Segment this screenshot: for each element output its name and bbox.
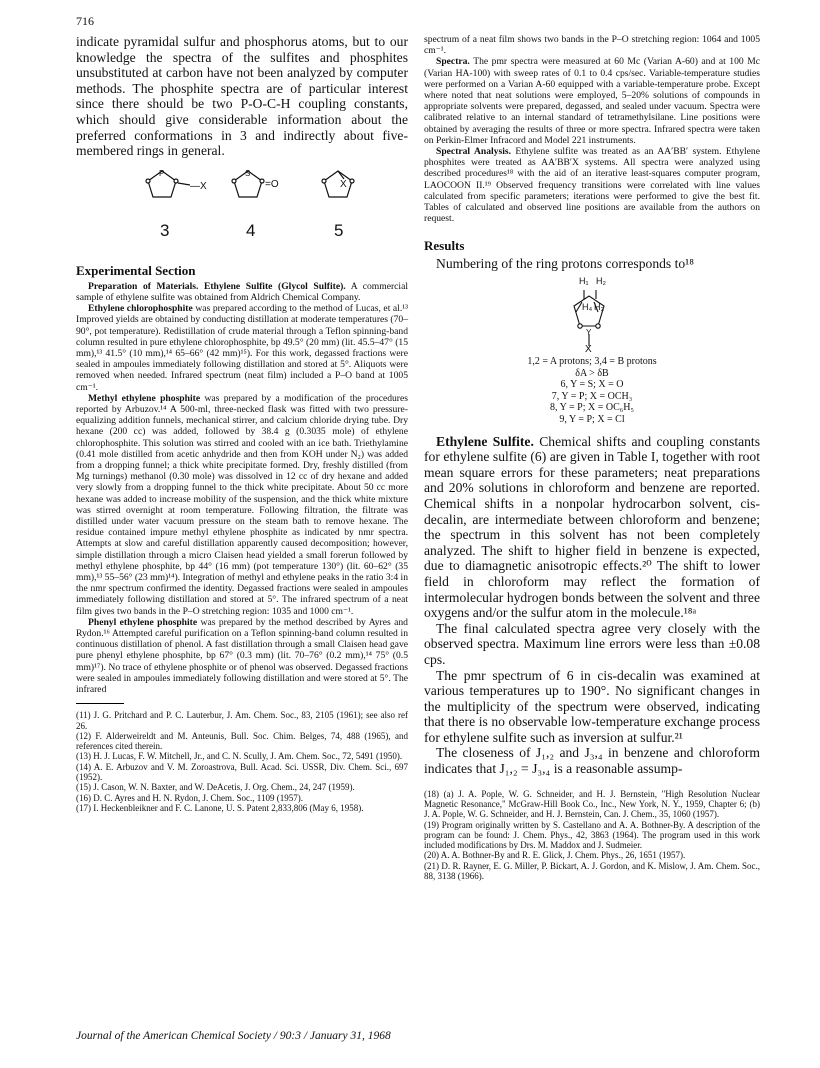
right-continuation: spectrum of a neat film shows two bands in the P–O stretching region: 1064 and 1005 cm⁻¹.: [424, 34, 760, 57]
footnote: (13) H. J. Lucas, F. W. Mitchell, Jr., and C. N. Scully, J. Am. Chem. Soc., 72, 5491 (1950).: [76, 751, 403, 762]
footnote: (16) D. C. Ayres and H. N. Rydon, J. Chem. Soc., 1109 (1957).: [76, 792, 303, 803]
analysis-head: Spectral Analysis.: [436, 146, 512, 158]
intro-paragraph: indicate pyramidal sulfur and phosphorus atoms, but to our knowledge the spectra of the sulfites and phosphites unsubstituted at carbon have not been analyzed by computer methods. The phosphite spectra are of particular interest since there should be two P-O-C-H coupling constants, which should give considerable information about the preferred conformations in 3 and indirectly about five-membered rings in general.: [76, 34, 408, 159]
ring-numbering-svg: [424, 272, 760, 356]
ring-label-h4: H₄: [582, 302, 593, 313]
analysis-text: Ethylene sulfite was treated as an AA′BB′ system. Ethylene phosphites were treated as AA′BB′X systems. All spectra were analyzed using described procedures¹⁸ with the aid of an iterative least-squares computer program, LAOCOON II.¹⁹ Observed frequency transitions were correlated with line values calculated from specific parameters; iterations were performed to give the best fit. Tables of calculated and observed line positions are available from the authors on request.: [424, 146, 760, 225]
caption-line: 6, Y = S; X = O: [560, 379, 624, 391]
structure-3-drawing: [146, 168, 190, 197]
footnotes-left: [76, 710, 408, 813]
results-p3: The pmr spectrum of 6 in cis-decalin was examined at various temperatures up to 190°. No significant changes in the multiplicity of the spectrum were observed, indicating that there is no observable low-temperature exchange process for ethylene sulfite such as inversion at sulfur.²¹: [424, 667, 760, 745]
spectra-text: The pmr spectra were measured at 60 Mc (Varian A-60) and at 100 Mc (Varian HA-100) with sweep rates of 0.1 to 0.4 cps/sec. Variable-temperature studies were performed on a Varian A-60 equipped with a variable-temperature probe. Except where noted that neat solutions were employed, 5–20% solutions of compounds in appropriate solvents were prepared, degassed, and sealed under vacuum. Spectra were calibrated relative to an internal standard of tetramethylsilane. Line positions were obtained by averaging the results of three or more spectra. Infrared spectra were taken on Perkin-Elmer Infracord and Model 221 instruments.: [424, 56, 760, 146]
spectra-paragraph: [424, 56, 760, 146]
ring-label-x: X: [585, 344, 592, 356]
numbering-line: Numbering of the ring protons corresponds to¹⁸: [436, 256, 694, 272]
structure-row: [76, 159, 408, 253]
structure-4-label: 4: [246, 220, 256, 240]
structure-3-atom: P: [159, 168, 165, 178]
p3-text: was prepared by a modification of the procedures reported by Arbuzov.¹⁴ A 500-ml, three-necked flask was fitted with two pressure-equalizing addition funnels, mechanical stirrer, and calcium chloride drying tube. Dry hexane (200 cc) was added, followed by 38.4 g (0.3035 mole) of ethylene chlorophosphite. This solution was stirred and cooled with an ice bath. Triethylamine (0.41 mole distilled from acetic anhydride and then from KOH under N₂) was added from a dropping funnel; a thick white precipitate formed. Dry, freshly distilled (from Mg turnings) methanol (0.30 mole) was dissolved in 12 cc of dry hexane and added very slowly from a dropping funnel to the thick white precipitate. About 50 cc more hexane was added to increase mobility of the suspension, and the thick white mixture was stirred overnight at room temperature. Following filtration, the filtrate was distilled under water vacuum pressure on the steam bath to remove hexane. The residue contained impure methyl ethylene phosphite as indicated by nmr spectra. Attempts at slow and careful distillation apparently caused decomposition; however, simple distillation through a micro Claisen head yielded a small forerun followed by methyl ethylene phosphite, bp 44° (16 mm) (pot temperature 130°) (lit. 60–62° (35 mm),¹³ 55–56° (23 mm)¹⁴). Integration of methyl and ethylene peaks in the ratio 3:4 in the nmr spectrum confirmed the identity. Degassed fractions were sealed in ampoules immediately following distillation and stored at 5°. The infrared spectrum of a neat film gives two bands in the P–O stretching region: 1035 and 1000 cm⁻¹.: [76, 392, 408, 617]
ring-label-y: Y: [586, 328, 592, 338]
structure-3-label: 3: [160, 220, 170, 240]
structure-4-sub: =O: [265, 178, 279, 190]
p4-text: was prepared by the method described by Ayres and Rydon.¹⁶ Attempted careful purification on a Teflon spinning-band column resulted in continuous distillation of phenol. A fast distillation through a small Claisen head gave pure phenyl ethylene phosphite, bp 67° (0.3 mm) (lit. 70–76° (0.2 mm),¹⁴ 75° (0.5 mm)¹⁷). No trace of ethylene phosphite or of phenol was observed. Degassed fractions were sealed in ampoules immediately following distillation and were stored at 5°. The infrared: [76, 616, 408, 696]
caption-line: 7, Y = P; X = OCH₃: [551, 390, 633, 402]
caption-line: δA > δB: [575, 367, 609, 379]
p2-head: Ethylene chlorophosphite: [88, 303, 193, 315]
footnote: (12) F. Alderweireldt and M. Anteunis, Bull. Soc. Chim. Belges, 74, 488 (1965), and references cited therein.: [76, 730, 408, 752]
ring-label-h3: H₃: [594, 302, 605, 313]
results-p1: [424, 434, 760, 621]
p4-head: Phenyl ethylene phosphite: [88, 616, 198, 628]
results-p2: The final calculated spectra agree very closely with the observed spectra. Maximum line errors were less than ±0.08 cps.: [424, 620, 760, 667]
experimental-p1: [76, 281, 408, 303]
caption-line: 8, Y = P; X = OC₆H₅: [550, 402, 634, 414]
structure-4-atom: S: [245, 168, 251, 178]
spectra-head: Spectra.: [436, 56, 470, 68]
analysis-paragraph: [424, 146, 760, 224]
ring-label-h1: H₁: [579, 276, 589, 287]
results-heading: Results: [424, 238, 465, 254]
footnotes-right: [424, 789, 760, 882]
right-column: [424, 34, 760, 881]
caption-line: 9, Y = P; X = Cl: [559, 414, 625, 426]
ring-structures: [76, 159, 408, 253]
structure-5-label: 5: [334, 220, 344, 240]
footnote: (14) A. E. Arbuzov and V. M. Zoroastrova, Bull. Acad. Sci. USSR, Div. Chem. Sci., 697 (1952).: [76, 761, 408, 783]
experimental-p2: [76, 303, 408, 393]
p1-head: Preparation of Materials. Ethylene Sulfite (Glycol Sulfite).: [88, 280, 346, 292]
footnote: (11) J. G. Pritchard and P. C. Lauterbur, J. Am. Chem. Soc., 83, 2105 (1961); see also ref 26.: [76, 710, 408, 731]
footnote: (17) I. Heckenbleikner and F. C. Lanone, U. S. Patent 2,833,806 (May 6, 1958).: [76, 802, 364, 813]
footnote-rule: [76, 703, 124, 704]
p1-text: A commercial sample of ethylene sulfite was obtained from Aldrich Chemical Company.: [76, 280, 408, 303]
experimental-p4: [76, 617, 408, 695]
caption-line: 1,2 = A protons; 3,4 = B protons: [527, 356, 657, 368]
ring-label-h2: H₂: [596, 276, 606, 287]
p3-head: Methyl ethylene phosphite: [88, 392, 201, 404]
structure-5-sub: X: [340, 178, 347, 190]
footnote: (19) Program originally written by S. Castellano and A. A. Bothner-By. A description of the program can be found: J. Chem. Phys., 42, 3863 (1964). The program used in this work included modifications by Drs. M. Maddox and J. Sudmeier.: [424, 819, 760, 851]
p2-text: was prepared according to the method of Lucas, et al.¹³ Improved yields are obtained by conducting distillation at moderate temperatures (70–90°, pot temperature). Redistillation of crude material through a Teflon spinning-band column resulted in pure ethylene chlorophosphite, bp 49.5° (20 mm) (lit. 45.5–47° (15 mm),¹³ 41.5° (10 mm),¹⁴ 65–66° (42 mm)¹⁵). For this work, degassed fractions were sealed in ampoules immediately following distillation and stored at 5°. Aliquots were removed when needed. Infrared spectrum (neat film) included a P–O band at 1005 cm⁻¹.: [76, 303, 408, 393]
footnote: (18) (a) J. A. Pople, W. G. Schneider, and H. J. Bernstein, "High Resolution Nuclear Magnetic Resonance," McGraw-Hill Book Co., Inc., New York, N. Y., 1959, Chapter 6; (b) J. A. Pople, W. G. Schneider, and H. J. Bernstein, Can. J. Chem., 35, 1060 (1957).: [424, 788, 760, 820]
ring-diagram: [424, 272, 760, 356]
r1-head: Ethylene Sulfite.: [436, 433, 534, 449]
left-column: [76, 34, 408, 813]
journal-footer: Journal of the American Chemical Society / 90:3 / January 31, 1968: [76, 1030, 391, 1042]
experimental-heading: Experimental Section: [76, 262, 196, 278]
footnote: (21) D. R. Rayner, E. G. Miller, P. Bickart, A. J. Gordon, and K. Mislow, J. Am. Chem. Soc., 88, 3138 (1966).: [424, 860, 760, 882]
footnote: (15) J. Cason, W. N. Baxter, and W. DeAcetis, J. Org. Chem., 24, 247 (1959).: [76, 782, 355, 793]
footnote: (20) A. A. Bothner-By and R. E. Glick, J. Chem. Phys., 26, 1651 (1957).: [424, 850, 686, 861]
structure-5-drawing: [322, 171, 354, 197]
structure-3-sub: —X: [190, 180, 207, 192]
page-number: 716: [76, 14, 94, 28]
r1-text: Chemical shifts and coupling constants for ethylene sulfite (6) are given in Table I, together with root mean square errors for these parameters; neat preparations and 20% solutions in chloroform and benzene are reported. Chemical shifts in a nonpolar hydrocarbon solvent, cis-decalin, are intermediate between chloroform and benzene; the spectrum in this solvent has not been completely analyzed. The shift to higher field in benzene is expected, due to diamagnetic anisotropic effects.²⁰ The shift to lower field in chloroform may reflect the formation of intermolecular hydrogen bonds between the solvent and three oxygens and/or the sulfur atom in the molecule.¹⁸ᵃ: [424, 433, 760, 621]
ring-caption: [424, 356, 760, 426]
experimental-p3: [76, 393, 408, 617]
results-p4: The closeness of J₁,₂ and J₃,₄ in benzene and chloroform indicates that J₁,₂ = J₃,₄ is a reasonable assump-: [424, 745, 760, 777]
